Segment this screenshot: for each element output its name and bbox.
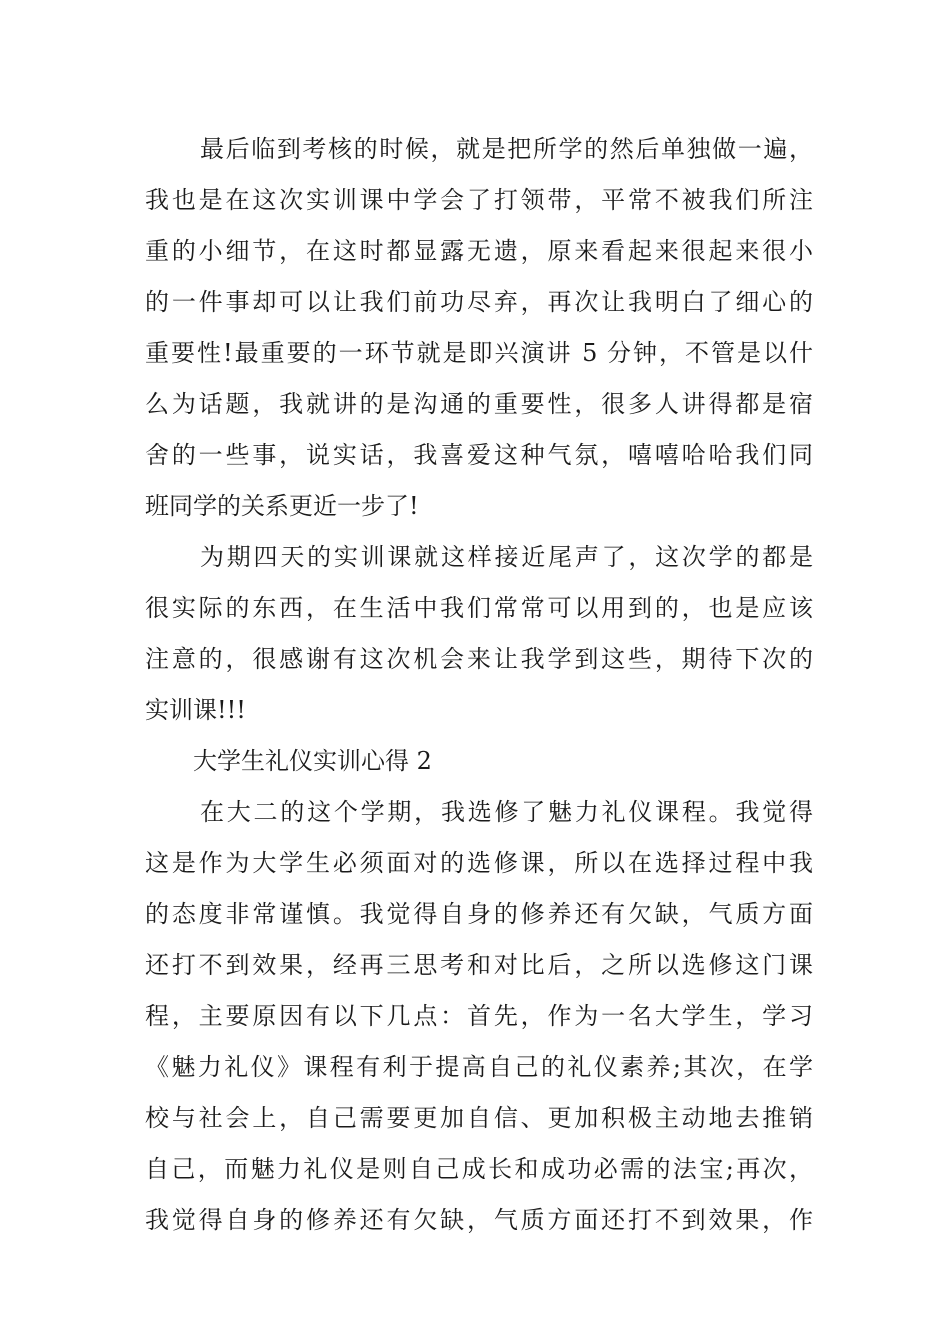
paragraph-line: 的一件事却可以让我们前功尽弃，再次让我明白了细心的 [145, 288, 813, 316]
paragraph-1 [145, 124, 813, 532]
paragraph-line: 这是作为大学生必须面对的选修课，所以在选择过程中我 [145, 849, 813, 877]
section-heading: 大学生礼仪实训心得 2 [193, 747, 432, 775]
paragraph-line: 注意的，很感谢有这次机会来让我学到这些，期待下次的 [145, 645, 813, 673]
paragraph-line: 最后临到考核的时候，就是把所学的然后单独做一遍， [200, 135, 813, 163]
paragraph-line: 么为话题，我就讲的是沟通的重要性，很多人讲得都是宿 [145, 390, 813, 418]
paragraph-line: 还打不到效果，经再三思考和对比后，之所以选修这门课 [145, 951, 813, 979]
paragraph-line: 我觉得自身的修养还有欠缺，气质方面还打不到效果，作 [145, 1206, 813, 1234]
paragraph-line: 实训课!!! [145, 696, 246, 724]
paragraph-line: 程，主要原因有以下几点：首先，作为一名大学生，学习 [145, 1002, 813, 1030]
paragraph-2 [145, 532, 813, 736]
paragraph-line: 自己，而魅力礼仪是则自己成长和成功必需的法宝;再次， [145, 1155, 813, 1183]
paragraph-3 [145, 787, 813, 1246]
paragraph-line: 校与社会上，自己需要更加自信、更加积极主动地去推销 [145, 1104, 813, 1132]
document-body [145, 124, 813, 1246]
paragraph-line: 舍的一些事，说实话，我喜爱这种气氛，嘻嘻哈哈我们同 [145, 441, 813, 469]
paragraph-line: 《魅力礼仪》课程有利于提高自己的礼仪素养;其次，在学 [145, 1053, 813, 1081]
paragraph-line: 在大二的这个学期，我选修了魅力礼仪课程。我觉得 [200, 798, 813, 826]
paragraph-line: 重要性!最重要的一环节就是即兴演讲 5 分钟，不管是以什 [145, 339, 813, 367]
paragraph-line: 班同学的关系更近一步了! [145, 492, 419, 520]
paragraph-line: 我也是在这次实训课中学会了打领带，平常不被我们所注 [145, 186, 813, 214]
paragraph-line: 的态度非常谨慎。我觉得自身的修养还有欠缺，气质方面 [145, 900, 813, 928]
paragraph-line: 重的小细节，在这时都显露无遗，原来看起来很起来很小 [145, 237, 813, 265]
paragraph-line: 很实际的东西，在生活中我们常常可以用到的，也是应该 [145, 594, 813, 622]
paragraph-line: 为期四天的实训课就这样接近尾声了，这次学的都是 [200, 543, 813, 571]
